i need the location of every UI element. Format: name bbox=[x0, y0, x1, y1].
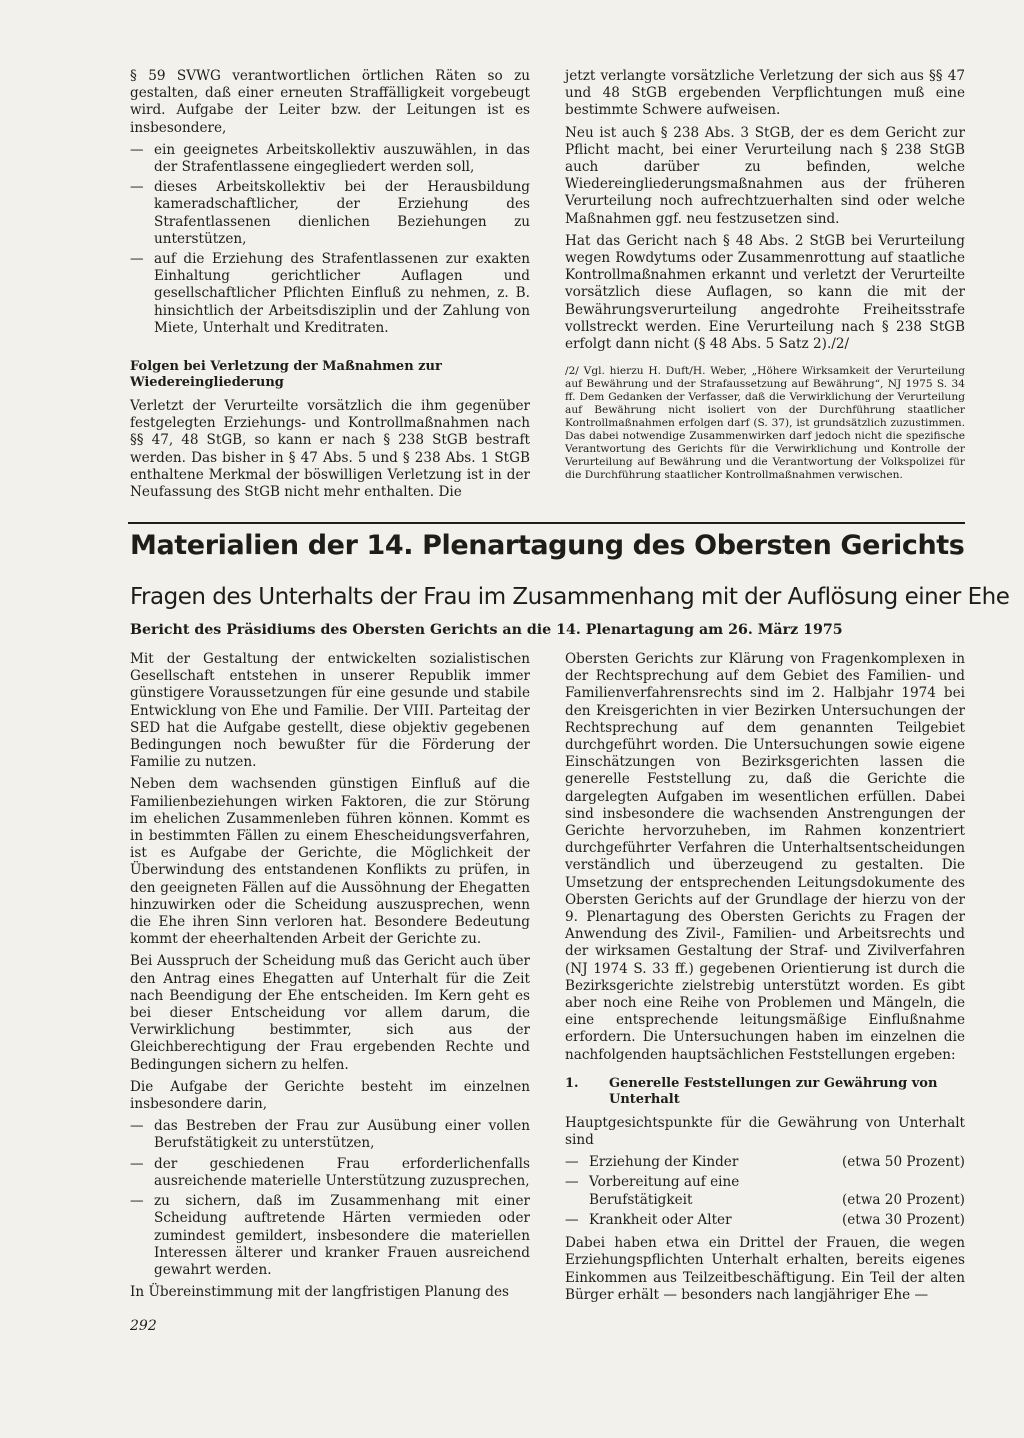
list-item: — zu sichern, daß im Zusammenhang mit einer Scheidung auftretende Härten vermieden oder zumindest gemildert, insbesondere die materiellen Interessen älterer und kranker Frauen ausreichend gewahrt werden. bbox=[130, 1193, 530, 1279]
list-item: — das Bestreben der Frau zur Ausübung einer vollen Berufstätigkeit zu unterstützen, bbox=[130, 1118, 530, 1152]
aspect-list bbox=[565, 1154, 965, 1229]
item-value: (etwa 20 Prozent) bbox=[841, 1191, 965, 1208]
article-subtitle: Bericht des Präsidiums des Obersten Gerichts an die 14. Plenartagung am 26. März 1975 bbox=[130, 622, 843, 638]
bottom-left-column bbox=[130, 651, 530, 1306]
paragraph: Verletzt der Verurteilte vorsätzlich die ihm gegenüber festgelegten Erziehungs- und Kontrollmaßnahmen nach §§ 47, 48 StGB, so kann er nach § 238 StGB bestraft werden. Das bisher in § 47 Abs. 5 und § 238 Abs. 1 StGB enthaltene Merkmal der böswilligen Verletzung ist in der Neufassung des StGB nicht mehr enthalten. Die bbox=[130, 398, 530, 501]
paragraph: Obersten Gerichts zur Klärung von Fragenkomplexen in der Rechtsprechung auf dem Gebiet des Familien- und Familienverfahrensrechts sind im 2. Halbjahr 1974 bei den Kreisgerichten in vier Bezirken Untersuchungen der Rechtsprechung auf dem genannten Teilgebiet durchgeführt worden. Die Untersuchungen sowie eigene Einschätzungen von Bezirksgerichten lassen die generelle Feststellung zu, daß die Gerichte die dargelegten Aufgaben im wesentlichen erfüllen. Dabei sind insbesondere die wachsenden Anstrengungen der Gerichte hervorzuheben, im Rahmen konzentriert durchgeführter Verfahren die Unterhaltsentscheidungen verständlich und überzeugend zu gestalten. Die Umsetzung der entsprechenden Leitungsdokumente des Obersten Gerichts auf der Grundlage der hierzu von der 9. Plenartagung des Obersten Gerichts zu Fragen der Anwendung des Zivil-, Familien- und Arbeitsrechts und der wirksamen Gestaltung der Straf- und Zivilverfahren (NJ 1974 S. 33 ff.) gegebenen Orientierung ist durch die Bezirksgerichte zielstrebig unterstützt worden. Es gibt aber noch eine Reihe von Problemen und Mängeln, die eine entsprechende leitungsmäßige Einflußnahme erfordern. Die Untersuchungen haben im einzelnen die nachfolgenden hauptsächlichen Feststellungen ergeben: bbox=[565, 651, 965, 1063]
list-item bbox=[565, 1174, 965, 1208]
article-title: Fragen des Unterhalts der Frau im Zusammenhang mit der Auflösung einer Ehe bbox=[130, 584, 1010, 610]
page-number: 292 bbox=[130, 1318, 157, 1334]
list-item: — dieses Arbeitskollektiv bei der Herausbildung kameradschaftlicher, der Erziehung des Strafentlassenen dienlichen Beziehungen zu unterstützen, bbox=[130, 179, 530, 248]
list-item bbox=[565, 1212, 965, 1229]
paragraph: In Übereinstimmung mit der langfristigen Planung des bbox=[130, 1284, 509, 1301]
item-value: (etwa 30 Prozent) bbox=[841, 1211, 965, 1228]
list-item: — ein geeignetes Arbeitskollektiv auszuwählen, in das der Strafentlassene eingegliedert werden soll, bbox=[130, 142, 530, 176]
item-value: (etwa 50 Prozent) bbox=[841, 1154, 965, 1171]
paragraph: Mit der Gestaltung der entwickelten sozialistischen Gesellschaft entstehen in unserer Republik immer günstigere Voraussetzungen für eine gesunde und stabile Entwicklung von Ehe und Familie. Der VIII. Parteitag der SED hat die Aufgabe gestellt, diese objektiv gegebenen Bedingungen noch bewußter für die Förderung der Familie zu nutzen. bbox=[130, 651, 530, 771]
section-title: Materialien der 14. Plenartagung des Obersten Gerichts bbox=[130, 530, 965, 561]
heading-text: Generelle Feststellungen zur Gewährung von Unterhalt bbox=[609, 1075, 938, 1107]
paragraph: Die Aufgabe der Gerichte besteht im einzelnen insbesondere darin, bbox=[130, 1078, 530, 1113]
task-list bbox=[130, 142, 530, 337]
paragraph: Bei Ausspruch der Scheidung muß das Gericht auch über den Antrag eines Ehegatten auf Unterhalt für die Zeit nach Beendigung der Ehe entscheiden. Im Kern geht es bei dieser Entscheidung vor allem darum, die Verwirklichung bestimmter, sich aus der Gleichberechtigung der Frau ergebenden Rechte und Bedingungen sichern zu helfen. bbox=[130, 953, 530, 1073]
subheading: Folgen bei Verletzung der Maßnahmen zur Wiedereingliederung bbox=[130, 359, 442, 391]
numbered-heading bbox=[565, 1076, 965, 1108]
paragraph: Neben dem wachsenden günstigen Einfluß auf die Familienbeziehungen wirken Faktoren, die zur Störung im ehelichen Zusammenleben führen können. Kommt es in bestimmten Fällen zu einem Ehescheidungsverfahren, ist es Aufgabe der Gerichte, die Möglichkeit der Überwindung des entstandenen Konflikts zu prüfen, in den geeigneten Fällen auf die Aussöhnung der Ehegatten hinzuwirken oder die Scheidung auszusprechen, wenn die Ehe ihren Sinn verloren hat. Besondere Bedeutung kommt der eheerhaltenden Arbeit der Gerichte zu. bbox=[130, 776, 530, 948]
list-item bbox=[565, 1154, 965, 1171]
list-item: — der geschiedenen Frau erforderlichenfalls ausreichende materielle Unterstützung zuzusprechen, bbox=[130, 1156, 530, 1190]
section-rule bbox=[128, 522, 965, 524]
top-right-column bbox=[565, 68, 965, 482]
item-label: — Krankheit oder Alter bbox=[589, 1211, 732, 1228]
list-item: — auf die Erziehung des Strafentlassenen zur exakten Einhaltung gerichtlicher Auflagen und gesellschaftlicher Pflichten Einfluß zu nehmen, z. B. hinsichtlich der Arbeitsdisziplin und der Zahlung von Miete, Unterhalt und Kreditraten. bbox=[130, 251, 530, 337]
task-list bbox=[130, 1118, 530, 1279]
top-left-column bbox=[130, 68, 530, 506]
footnote: /2/ Vgl. hierzu H. Duft/H. Weber, „Höhere Wirksamkeit der Verurteilung auf Bewährung und der Strafaussetzung auf Bewährung“, NJ 1975 S. 34 ff. Dem Gedanken der Verfasser, daß die Verwirklichung der Verurteilung auf Bewährung nicht isoliert von der Durchführung staatlicher Kontrollmaßnahmen erfolgen darf (S. 37), ist grundsätzlich zuzustimmen. Das dabei notwendige Zusammenwirken darf jedoch nicht die spezifische Verantwortung des Gerichts für die Verwirklichung und Kontrolle der Verurteilung auf Bewährung und die Verantwortung der Volkspolizei für die Durchführung staatlicher Kontrollmaßnahmen verwischen. bbox=[565, 365, 965, 482]
bottom-right-column bbox=[565, 651, 965, 1309]
item-label: — Vorbereitung auf eine Berufstätigkeit bbox=[589, 1174, 740, 1208]
paragraph: Hat das Gericht nach § 48 Abs. 2 StGB bei Verurteilung wegen Rowdytums oder Zusammenrottung auf staatliche Kontrollmaßnahmen erkannt und verletzt der Verurteilte vorsätzlich diese Auflagen, so kann die mit der Bewährungsverurteilung angedrohte Freiheitsstrafe vollstreckt werden. Eine Verurteilung nach § 238 StGB erfolgt dann nicht (§ 48 Abs. 5 Satz 2)./2/ bbox=[565, 232, 965, 353]
paragraph: Hauptgesichtspunkte für die Gewährung von Unterhalt sind bbox=[565, 1114, 965, 1149]
paragraph: Neu ist auch § 238 Abs. 3 StGB, der es dem Gericht zur Pflicht macht, bei einer Verurteilung nach § 238 StGB auch darüber zu befinden, welche Wiedereingliederungsmaßnahmen aus der früheren Verurteilung noch aufrechtzuerhalten sind oder welche Maßnahmen ggf. neu festzusetzen sind. bbox=[565, 124, 965, 227]
heading-number: 1. bbox=[565, 1075, 579, 1091]
paragraph: jetzt verlangte vorsätzliche Verletzung der sich aus §§ 47 und 48 StGB ergebenden Verpflichtungen muß eine bestimmte Schwere aufweisen. bbox=[565, 68, 965, 119]
paragraph: § 59 SVWG verantwortlichen örtlichen Räten so zu gestalten, daß einer erneuten Straffälligkeit vorgebeugt wird. Aufgabe der Leiter bzw. der Leitungen ist es insbesondere, bbox=[130, 68, 530, 136]
item-label: — Erziehung der Kinder bbox=[589, 1154, 739, 1171]
paragraph: Dabei haben etwa ein Drittel der Frauen, die wegen Erziehungspflichten Unterhalt erhalten, bereits eigenes Einkommen aus Teilzeitbeschäftigung. Ein Teil der alten Bürger erhält — besonders nach langjähriger Ehe — bbox=[565, 1235, 965, 1303]
